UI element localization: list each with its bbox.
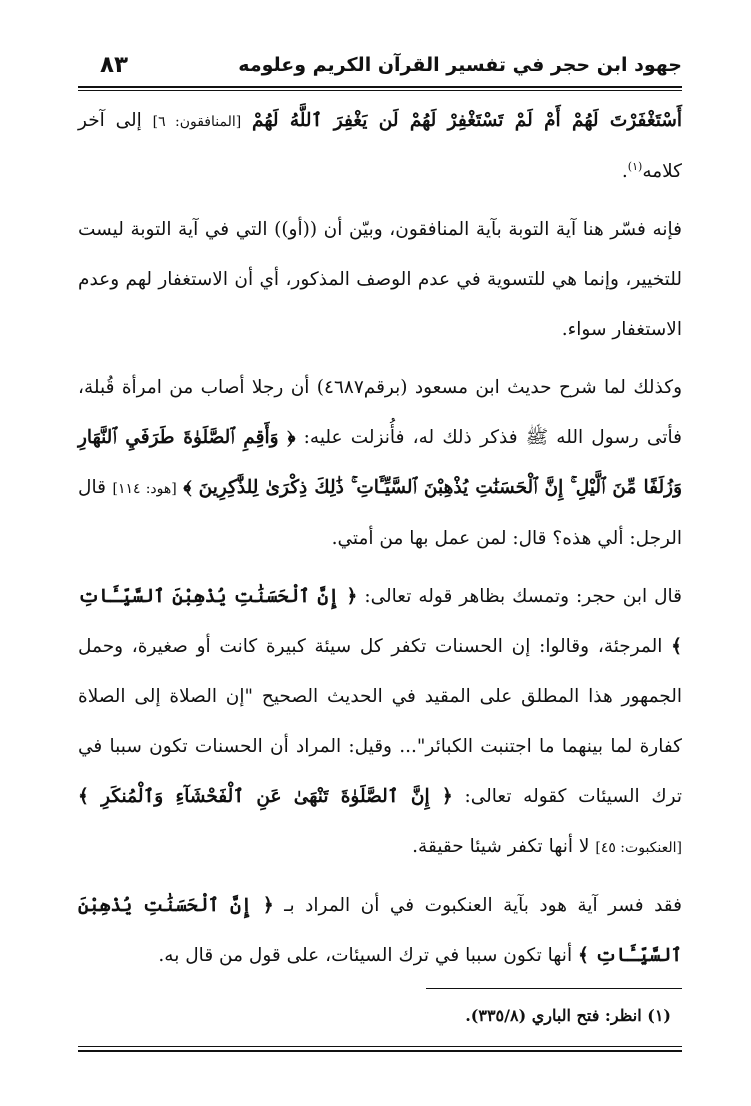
paragraph-text: فإنه فسّر هنا آية التوبة بآية المنافقون، وبيّن أن ((أو)) التي في آية التوبة ليست للتخيير، وإنما هي للتسوية في عدم الوصف المذكور، أي أن الاستغفار لهم وعدم الاستغفار سواء. [78, 219, 682, 340]
quran-verse: ﴿ إِنَّ ٱلْحَسَنَٰتِ يُذْهِبْنَ ٱلسَّيِّـَٔاتِ ﴾ [78, 895, 682, 966]
paragraph-1: أَسْتَغْفَرْتَ لَهُمْ أَمْ لَمْ تَسْتَغْفِرْ لَهُمْ لَن يَغْفِرَ ٱللَّهُ لَهُمْ [المنافقون: ٦] إلى آخر كلامه$^{(١)}$. [78, 110, 682, 182]
footer-rule-bottom [78, 1050, 682, 1052]
paragraph-4 [78, 572, 682, 873]
quran-verse: أَسْتَغْفَرْتَ لَهُمْ أَمْ لَمْ تَسْتَغْفِرْ لَهُمْ لَن يَغْفِرَ ٱللَّهُ لَهُمْ [252, 110, 682, 131]
paragraph-text: لا أنها تكفر شيئا حقيقة. [412, 836, 590, 857]
header-rule-bottom [78, 90, 682, 91]
header-rule-top [78, 86, 682, 88]
verse-reference: [العنكبوت: ٤٥] [595, 840, 682, 856]
paragraph-text: المرجئة، وقالوا: إن الحسنات تكفر كل سيئة كبيرة كانت أو صغيرة، وحمل الجمهور هذا المطلق على المقيد في الحديث الصحيح "إن الصلاة إلى الصلاة كفارة لما بينهما ما اجتنبت الكبائر"... وقيل: المراد أن الحسنات تكون سببا في ترك السيئات كقوله تعالى: [78, 636, 682, 807]
paragraph-text: أنها تكون سببا في ترك السيئات، على قول من قال به. [158, 945, 573, 966]
footer-rule-top [78, 1046, 682, 1047]
paragraph-text: فقد فسر آية هود بآية العنكبوت في أن المراد بـ [273, 895, 682, 916]
paragraph-text: وكذلك لما شرح حديث ابن مسعود (برقم٤٦٨٧) أن رجلا أصاب من امرأة قُبلة، فأتى رسول الله ﷺ فذكر ذلك له، فأُنزلت عليه: [78, 377, 682, 448]
paragraph-2 [78, 205, 682, 355]
footnote-separator [426, 988, 682, 989]
paragraph-3 [78, 363, 682, 564]
paragraph-text: قال الرجل: ألي هذه؟ قال: لمن عمل بها من أمتي. [78, 477, 682, 549]
verse-reference: [المنافقون: ٦] [152, 114, 242, 130]
quran-verse: ﴿ إِنَّ ٱلْحَسَنَٰتِ يُذْهِبْنَ ٱلسَّيِّـَٔاتِ ﴾ [78, 586, 682, 657]
quran-verse: ﴿ وَأَقِمِ ٱلصَّلَوٰةَ طَرَفَيِ ٱلنَّهَارِ وَزُلَفًا مِّنَ ٱلَّيْلِ ۚ إِنَّ ٱلْحَسَنَٰتِ يُذْهِبْنَ ٱلسَّيِّـَٔاتِ ۚ ذَٰلِكَ ذِكْرَىٰ لِلذَّٰكِرِينَ ﴾ [78, 427, 682, 498]
paragraph-5 [78, 881, 682, 981]
running-title: جهود ابن حجر في تفسير القرآن الكريم وعلومه [238, 54, 682, 76]
verse-reference: [هود: ١١٤] [112, 481, 177, 497]
paragraph-text: قال ابن حجر: وتمسك بظاهر قوله تعالى: [357, 586, 682, 607]
paragraph-text: إلى آخر كلامه [78, 110, 682, 182]
quran-verse: ﴿ إِنَّ ٱلصَّلَوٰةَ تَنْهَىٰ عَنِ ٱلْفَحْشَآءِ وَٱلْمُنكَرِ ﴾ [78, 786, 453, 807]
footnote-marker[interactable]: (١) [627, 159, 643, 173]
footnote: (١) انظر: فتح الباري (٣٣٥/٨). [465, 1006, 671, 1025]
body-text [78, 96, 682, 989]
page-header [78, 46, 682, 86]
page-number: ٨٣ [100, 52, 129, 78]
